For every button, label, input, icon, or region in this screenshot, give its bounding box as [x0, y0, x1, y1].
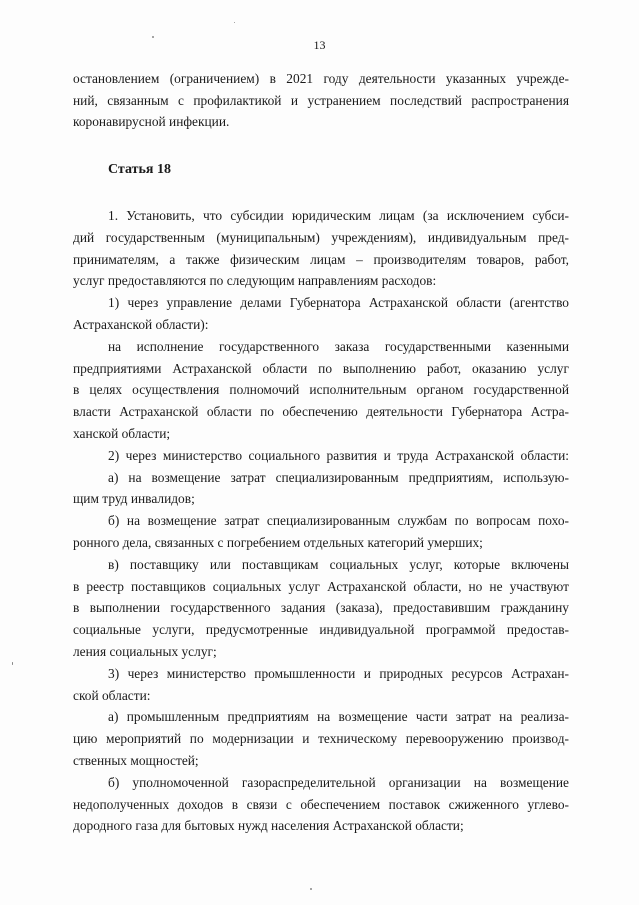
- text-line: б) на возмещение затрат специализированным службам по вопросам похо-: [108, 513, 569, 529]
- text-line: 1. Установить, что субсидии юридическим лицам (за исключением субси-: [108, 208, 569, 223]
- text-line: недополученных доходов в связи с обеспечением поставок сжиженного углево-: [73, 796, 569, 812]
- text-line: в) поставщику или поставщикам социальных услуг, которые включены: [108, 556, 569, 572]
- text-line: ской области:: [73, 687, 151, 703]
- text-line: б) уполномоченной газораспределительной организации на возмещение: [108, 774, 569, 790]
- scan-speck: [234, 22, 235, 23]
- text-line: социальные услуги, предусмотренные индивидуальной программой предостав-: [73, 622, 569, 638]
- text-line: коронавирусной инфекции.: [73, 114, 230, 129]
- text-line: Астраханской области):: [73, 317, 209, 332]
- text-line: предприятиями Астраханской области по выполнению работ, оказанию услуг: [73, 360, 569, 376]
- scan-speck: [152, 36, 154, 38]
- text-line: остановлением (ограничением) в 2021 году деятельности указанных учрежде-: [73, 71, 569, 86]
- scan-speck: [12, 662, 13, 665]
- text-line: на исполнение государственного заказа государственными казенными: [108, 338, 569, 354]
- text-line: 2) через министерство социального развития и труда Астраханской области:: [108, 447, 569, 463]
- text-line: в выполнении государственного задания (заказа), предоставившим гражданину: [73, 600, 569, 616]
- scan-speck: [310, 888, 312, 890]
- page-number: 13: [313, 38, 326, 52]
- text-line: щим труд инвалидов;: [73, 491, 195, 507]
- text-line: цию мероприятий по модернизации и техническому перевооружению производ-: [73, 731, 569, 747]
- text-line: а) на возмещение затрат специализированным предприятиям, использую-: [108, 469, 569, 485]
- text-line: ханской области;: [73, 426, 171, 441]
- text-line: власти Астраханской области по обеспечению деятельности Губернатора Астра-: [73, 404, 569, 420]
- article-heading: Статья 18: [108, 162, 171, 177]
- text-line: принимателям, а также физическим лицам – производителям товаров, работ,: [73, 251, 569, 267]
- text-line: 1) через управление делами Губернатора Астраханской области (агентство: [108, 295, 569, 311]
- text-line: ления социальных услуг;: [73, 644, 217, 659]
- text-line: услуг предоставляются по следующим направлениям расходов:: [73, 273, 437, 289]
- text-line: в целях осуществления полномочий исполнительным органом государственной: [73, 382, 569, 398]
- text-line: дий государственным (муниципальным) учреждениям), индивидуальным пред-: [73, 229, 569, 245]
- text-line: дородного газа для бытовых нужд населения Астраханской области;: [73, 818, 464, 834]
- text-line: ронного дела, связанных с погребением отдельных категорий умерших;: [73, 535, 483, 550]
- text-line: ственных мощностей;: [73, 753, 199, 768]
- text-line: 3) через министерство промышленности и природных ресурсов Астрахан-: [108, 665, 569, 681]
- text-line: в реестр поставщиков социальных услуг Астраханской области, но не участвуют: [73, 578, 569, 594]
- text-line: а) промышленным предприятиям на возмещение части затрат на реализа-: [108, 709, 569, 725]
- text-line: ний, связанным с профилактикой и устранением последствий распространения: [73, 92, 569, 108]
